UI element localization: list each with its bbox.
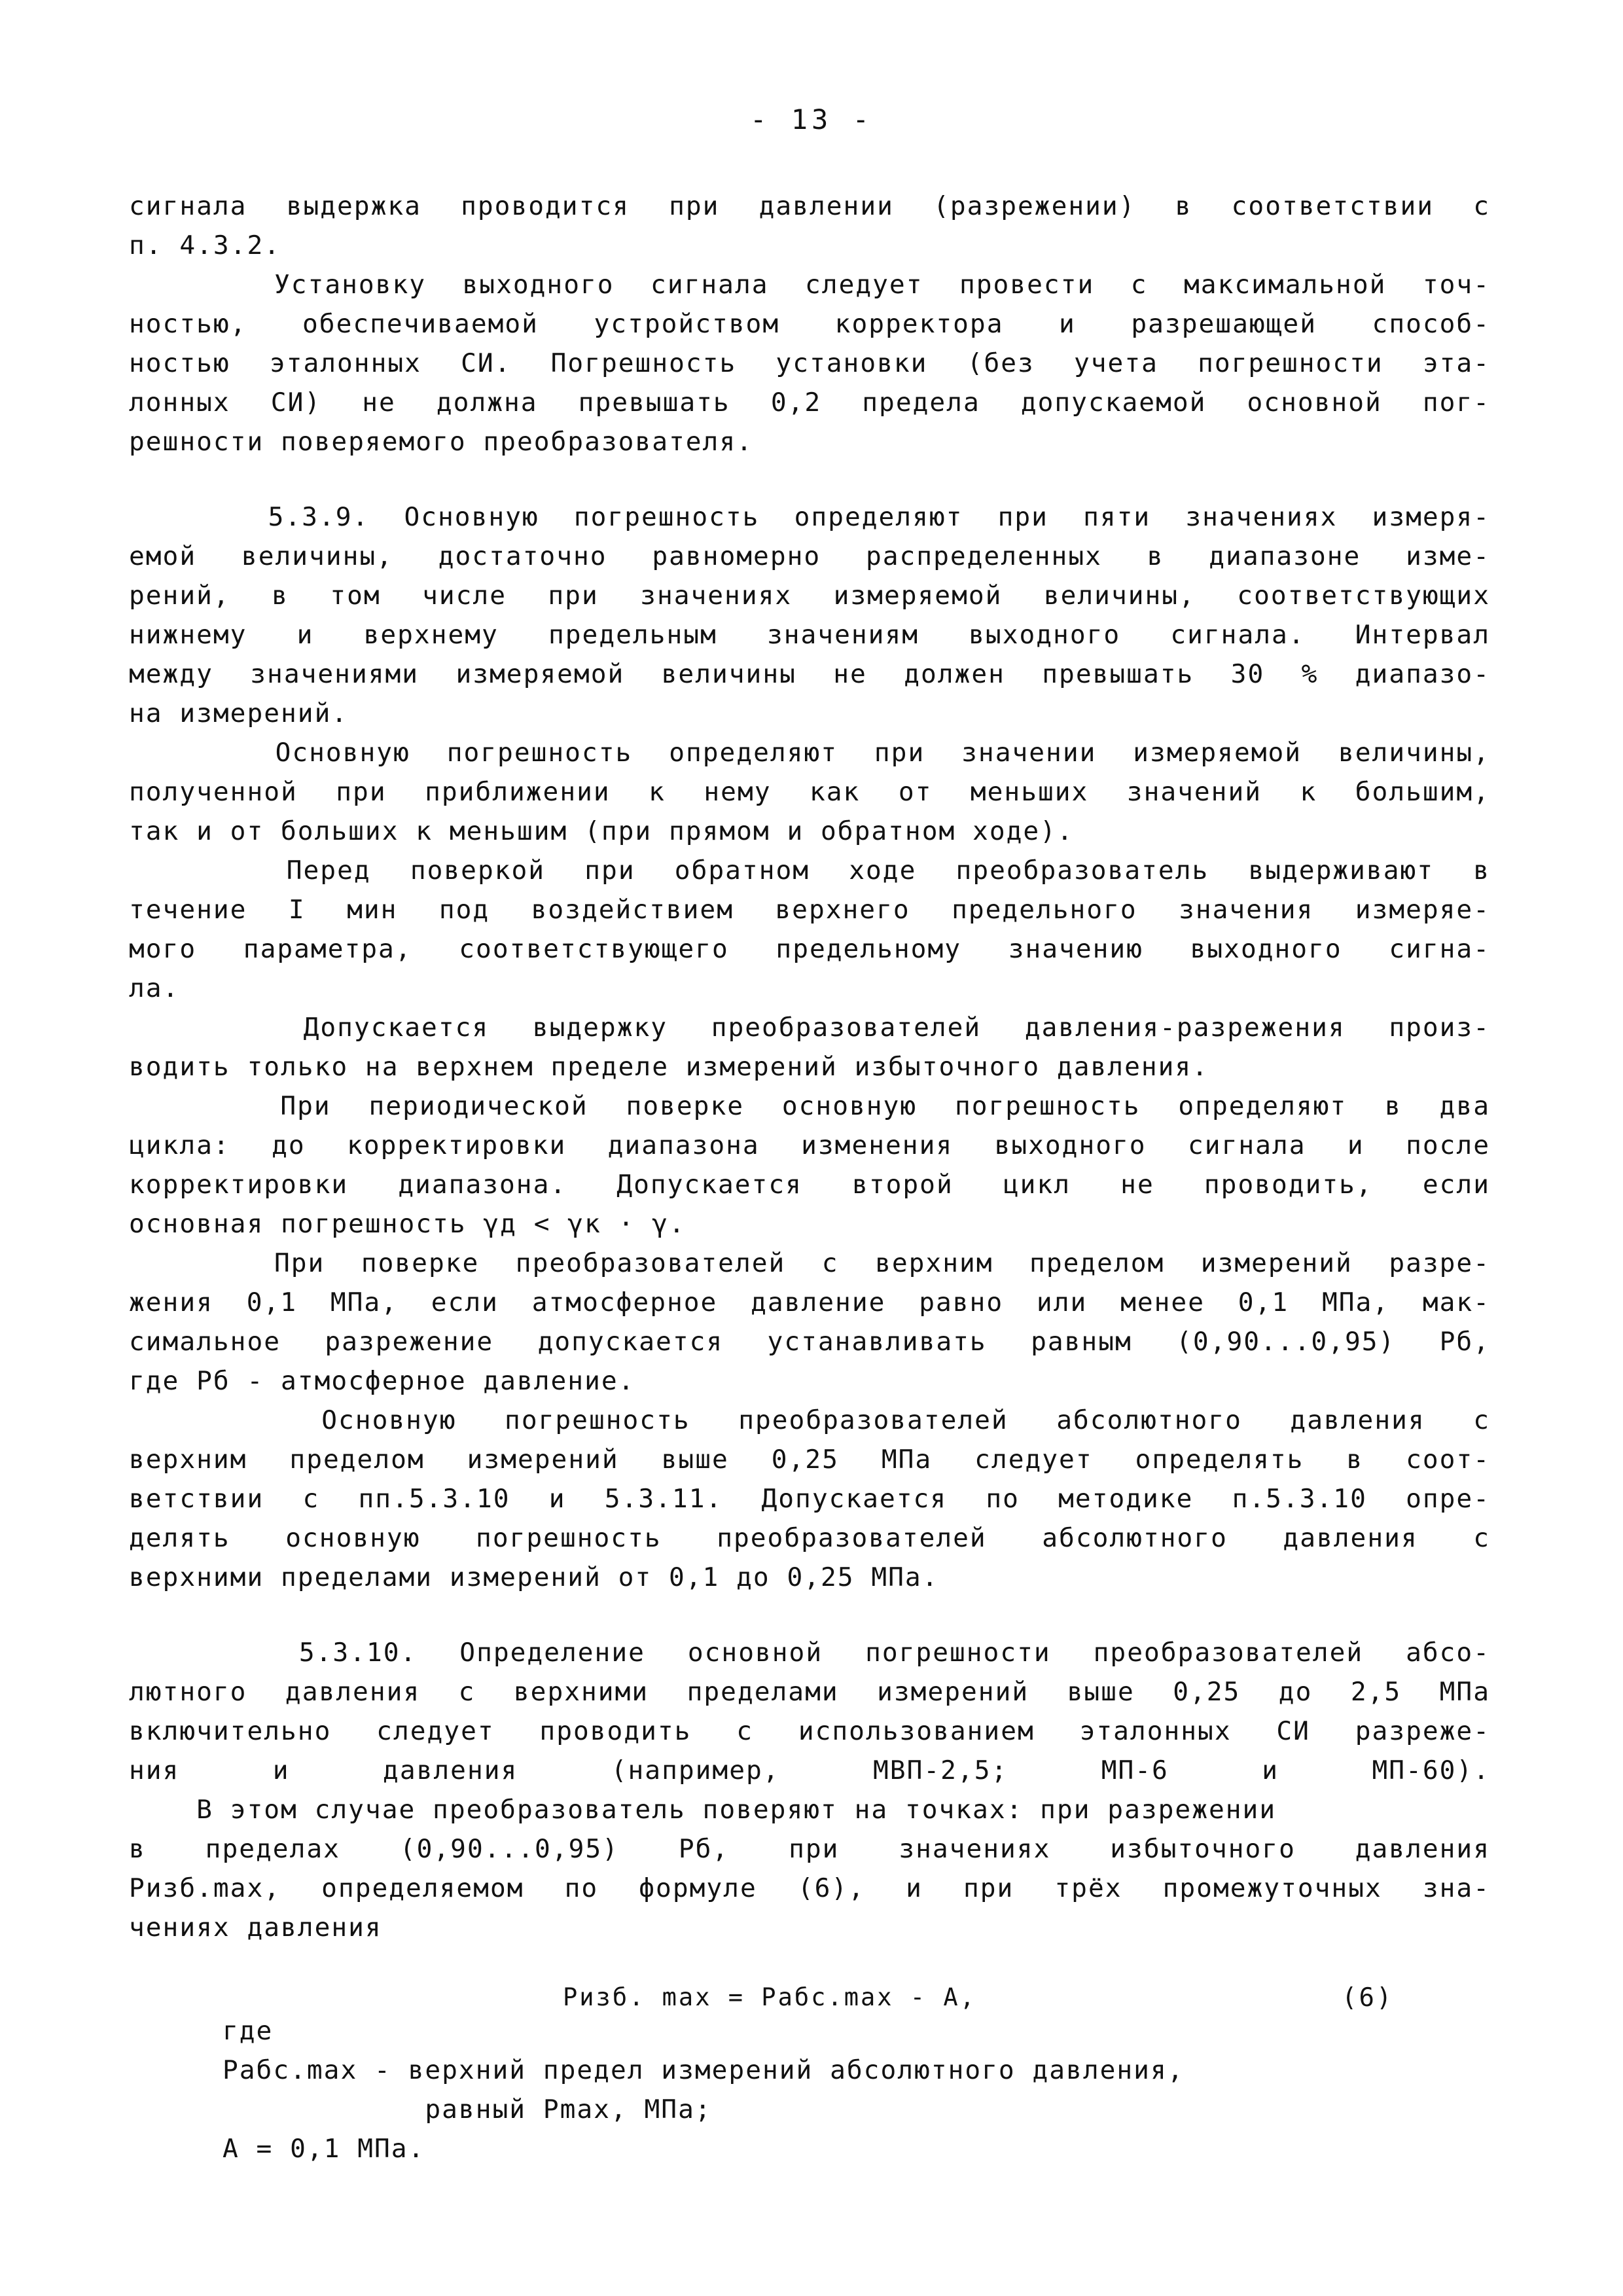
text-line: Основную погрешность определяют при значении измеряемой величины, <box>129 738 1490 768</box>
text-line: Допускается выдержку преобразователей давления-разрежения произ- <box>129 1013 1490 1043</box>
text-line: верхним пределом измерений выше 0,25 МПа следует определять в соот- <box>129 1444 1490 1475</box>
text-line: основная погрешность γд < γк · γ. <box>129 1209 686 1239</box>
where-definition-1: Рабс.max - верхний предел измерений абсолютного давления, <box>223 2055 1185 2085</box>
text-line: Перед поверкой при обратном ходе преобразователь выдерживают в <box>129 855 1490 886</box>
text-line: нижнему и верхнему предельным значениям выходного сигнала. Интервал <box>129 620 1490 650</box>
where-definition-2: А = 0,1 МПа. <box>223 2134 425 2164</box>
text-line: где Рб - атмосферное давление. <box>129 1366 635 1396</box>
text-line: сигнала выдержка проводится при давлении (разрежении) в соответствии с <box>129 191 1490 221</box>
text-line: корректировки диапазона. Допускается второй цикл не проводить, если <box>129 1170 1490 1200</box>
text-line: водить только на верхнем пределе измерений избыточного давления. <box>129 1052 1209 1082</box>
where-definition-1-continued: равный Рmax, МПа; <box>223 2094 712 2125</box>
text-line: Установку выходного сигнала следует провести с максимальной точ- <box>129 270 1490 300</box>
text-line: течение I мин под воздействием верхнего предельного значения измеряе- <box>129 895 1490 925</box>
text-line: ния и давления (например, МВП-2,5; МП-6 и МП-60). <box>129 1755 1490 1785</box>
text-line: цикла: до корректировки диапазона изменения выходного сигнала и после <box>129 1130 1490 1160</box>
text-line: рений, в том числе при значениях измеряемой величины, соответствующих <box>129 581 1490 611</box>
text-line: между значениями измеряемой величины не должен превышать 30 % диапазо- <box>129 659 1490 689</box>
text-line: В этом случае преобразователь поверяют на точках: при разрежении <box>129 1795 1277 1825</box>
text-line: лонных СИ) не должна превышать 0,2 предела допускаемой основной пог- <box>129 387 1490 418</box>
text-line: п. 4.3.2. <box>129 230 281 260</box>
text-line: делять основную погрешность преобразователей абсолютного давления с <box>129 1523 1490 1553</box>
text-line: верхними пределами измерений от 0,1 до 0,25 МПа. <box>129 1562 939 1592</box>
text-line: емой величины, достаточно равномерно распределенных в диапазоне изме- <box>129 541 1490 571</box>
text-line: При поверке преобразователей с верхним пределом измерений разре- <box>129 1248 1490 1278</box>
text-line: жения 0,1 МПа, если атмосферное давление равно или менее 0,1 МПа, мак- <box>129 1287 1490 1318</box>
text-line: полученной при приближении к нему как от меньших значений к большим, <box>129 777 1490 807</box>
equation-formula: Ризб. max = Рабс.max - А, <box>563 1983 976 2011</box>
text-line: так и от больших к меньшим (при прямом и обратном ходе). <box>129 816 1074 846</box>
page-number: - 13 - <box>750 103 873 135</box>
text-line: Ризб.max, определяемом по формуле (6), и при трёх промежуточных зна- <box>129 1873 1490 1903</box>
text-line: лютного давления с верхними пределами измерений выше 0,25 до 2,5 МПа <box>129 1677 1490 1707</box>
text-line: симальное разрежение допускается устанавливать равным (0,90...0,95) Рб, <box>129 1327 1490 1357</box>
text-line: При периодической поверке основную погрешность определяют в два <box>129 1091 1490 1121</box>
text-line: ностью, обеспечиваемой устройством корректора и разрешающей способ- <box>129 309 1490 339</box>
where-label: где <box>223 2016 274 2046</box>
text-line: мого параметра, соответствующего предельному значению выходного сигна- <box>129 934 1490 964</box>
text-line: в пределах (0,90...0,95) Рб, при значениях избыточного давления <box>129 1834 1490 1864</box>
text-line: Основную погрешность преобразователей абсолютного давления с <box>129 1405 1490 1435</box>
text-line: включительно следует проводить с использованием эталонных СИ разреже- <box>129 1716 1490 1746</box>
text-line: ветствии с пп.5.3.10 и 5.3.11. Допускается по методике п.5.3.10 опре- <box>129 1484 1490 1514</box>
text-line: 5.3.9. Основную погрешность определяют при пяти значениях измеря- <box>129 502 1490 532</box>
text-line: 5.3.10. Определение основной погрешности преобразователей абсо- <box>129 1638 1490 1668</box>
text-line: чениях давления <box>129 1912 382 1943</box>
text-line: ла. <box>129 973 180 1003</box>
text-line: решности поверяемого преобразователя. <box>129 427 753 457</box>
text-line: на измерений. <box>129 698 349 728</box>
text-line: ностью эталонных СИ. Погрешность установки (без учета погрешности эта- <box>129 348 1490 378</box>
equation-number: (6) <box>1342 1983 1394 2013</box>
